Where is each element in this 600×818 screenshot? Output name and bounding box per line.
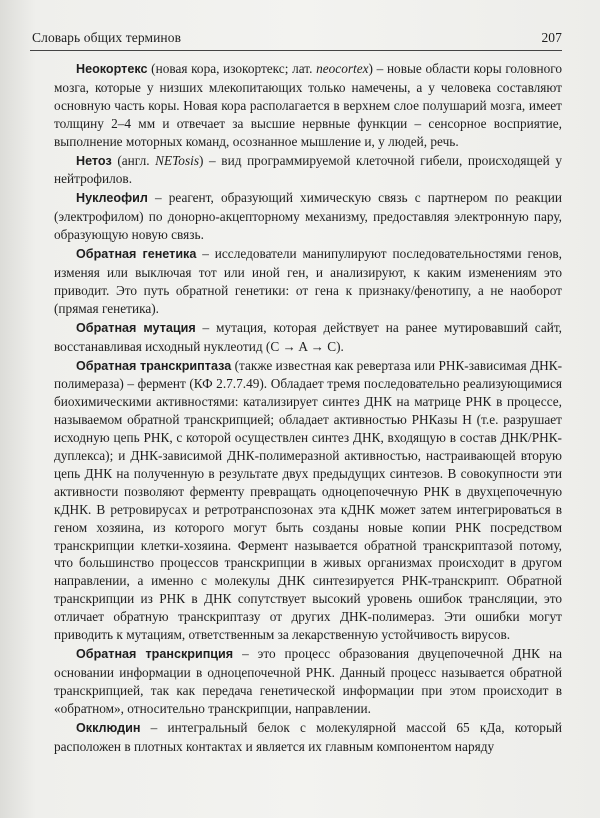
running-title: Словарь общих терминов [32, 30, 182, 45]
page-number: 207 [541, 30, 562, 45]
entry-definition: ) – вид программируемой клеточной гибели, происходящей у нейтрофилов. [54, 152, 562, 187]
entry-definition: ) – новые области коры головного мозга, которые у низших млекопитающих только намечены, а у человека составляют основную часть коры. Новая кора располагается в верхнем слое полушарий мозга, имеет толщину 2–4 мм и отвечает за высшие нервные функции – сенсорное восприятие, выполнение моторных команд, осознанное мышление и, у людей, речь. [54, 61, 563, 149]
entry-reverse-genetics [54, 245, 562, 318]
entry-term: Нуклеофил [76, 191, 148, 206]
entry-latin: NETosis [155, 152, 199, 168]
entry-definition: – это процесс образования двуцепочечной ДНК на основании информации в одноцепочечной РНК. Данный процесс называется обратной транскрипцией, так как передача генетической информации при этом происходит в «обратном», относительно транскрипции, направлении. [54, 646, 562, 716]
entry-definition: (также известная как ревертаза или РНК-зависимая ДНК-полимераза) – фермент (КФ 2.7.7.49). Обладает тремя последовательно реализующимися биохимическими активностями: катализирует синтез ДНК на матрице РНК в процессе, называемом обратной транскрипцией; обладает активностью РНКазы Н (т.е. разрушает исходную цепь РНК, с которой осуществлен синтез ДНК, входящую в состав ДНК/РНК-дуплекса); и ДНК-зависимой ДНК-полимеразной активностью, настраивающей вторую цепь ДНК на полученную в результате двух предыдущих синтезов. В совокупности эти активности позволяют ферменту превращать одноцепочечную РНК в двухцепочечную кДНК. В ретровирусах и ретротранспозонах эта кДНК может затем интегрироваться в геном хозяина, из которого могут быть созданы новые копии РНК посредством транскрипции клетки-хозяина. Фермент называется обратной транскриптазой потому, что большинство процессов транскрипции в живых организмах происходит в другом направлении, а именно с молекулы ДНК синтезируется РНК-транскрипт. Обратной транскрипции из РНК в ДНК сопутствует высокий уровень ошибок трансляции, это отличает обратную транскриптазу от других ДНК-полимераз. Эти ошибки могут приводить к мутациям, ответственным за лекарственную устойчивость вирусов. [54, 357, 562, 643]
entry-term: Нетоз [76, 153, 112, 168]
glossary-body [54, 60, 562, 756]
entry-definition: – реагент, образующий химическую связь с партнером по реакции (электрофилом) по донорно-акцепторному механизму, предоставляя электронную пару, образующую новую связь. [54, 190, 562, 243]
entry-nucleophile [54, 189, 562, 244]
entry-term: Обратная генетика [76, 247, 197, 262]
entry-pre: (англ. [111, 152, 156, 168]
entry-netosis [54, 152, 562, 189]
entry-latin: neocortex [316, 61, 369, 76]
entry-reverse-transcription [54, 645, 562, 718]
entry-definition: – мутация, которая действует на ранее мутировавший сайт, восстанавливая исходный нуклеотид (C → A → C). [54, 319, 563, 354]
running-header [30, 28, 562, 51]
entry-definition: – исследователи манипулируют последовательностями генов, изменяя или выключая тот или иной ген, и анализируют, к каким изменениям это приводит. Это путь обратной генетики: от гена к признаку/фенотипу, а не наоборот (прямая генетика). [54, 246, 563, 316]
entry-reverse-transcriptase [54, 357, 562, 645]
entry-term: Неокортекс [76, 62, 148, 76]
entry-term: Обратная мутация [76, 320, 196, 335]
entry-term: Обратная транскриптаза [76, 358, 232, 373]
entry-definition: – интегральный белок с молекулярной массой 65 кДа, который расположен в плотных контактах и является их главным компонентом наряду [54, 719, 562, 754]
entry-reverse-mutation [54, 319, 562, 356]
entry-term: Окклюдин [76, 720, 141, 735]
entry-neocortex [54, 60, 562, 151]
entry-term: Обратная транскрипция [76, 647, 234, 661]
entry-pre: (новая кора, изокортекс; лат. [147, 61, 317, 76]
entry-occludin [54, 719, 562, 756]
